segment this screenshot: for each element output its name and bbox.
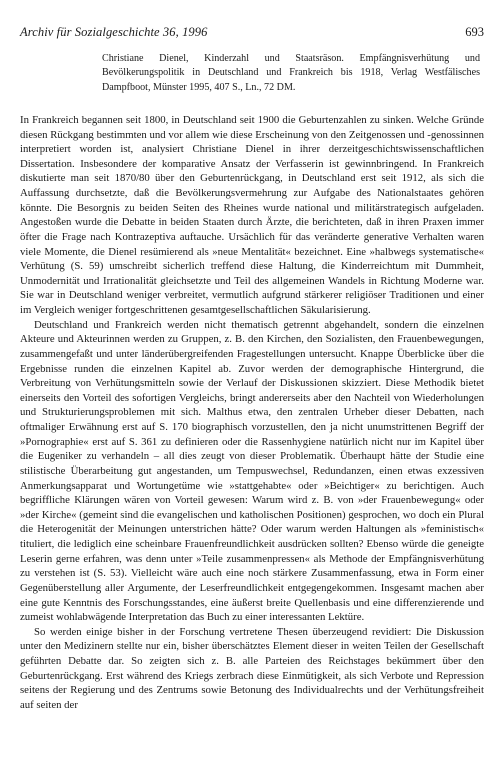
paragraph-1: In Frankreich begannen seit 1800, in Deutschland seit 1900 die Geburtenzahlen zu sinken. Welche Gründe diesen Rückgang bestimmten und vor allem wie diese Erscheinung von den Zeitgenossen und -genossinnen interpretiert worden ist, analysiert Christiane Dienel in ihrer derzeitgeschichtswissenschaftlichen Dissertation. Insbesondere der komparative Ansatz der Verfasserin ist gewinnbringend. In Frankreich diskutierte man seit 1870/80 über den Geburtenrückgang, in Deutschland erst seit 1912, als sich die Auffassung durchsetzte, daß die Bevölkerungsvermehrung zur Aufgabe des Nationalstaates gehören könnte. Die Besorgnis zu beiden Seiten des Rheines wurde national und militärstrategisch aufgeladen. Angestoßen wurde die Debatte in beiden Staaten durch Ärzte, die berichteten, daß in ihren Praxen immer öfter die Frage nach Kontrazeptiva auftauche. Ursächlich für das veränderte generative Verhalten waren viele Momente, die Dienel resümierend als »neue Mentalität« bezeichnet. Eine »halbwegs systematische« Verhütung (S. 59) umschreibt sicherlich treffend diese Haltung, die Kinderreichtum mit Dummheit, Unmodernität und Irrationalität gleichsetzte und Teil des allgemeinen Wandels in Richtung Moderne war. Sie war in Deutschland weniger verbreitet, vermutlich aufgrund stärkerer religiöser Traditionen und einer im Vergleich weniger fortgeschrittenen gesamtgesellschaftlichen Säkularisierung. xyxy=(20,113,484,317)
citation-text: Christiane Dienel, Kinderzahl und Staatsräson. Empfängnisverhütung und Bevölkerungspolitik in Deutschland und Frankreich bis 1918, Verlag Westfälisches Dampfboot, Münster 1995, 407 S., Ln., 72 DM. xyxy=(102,53,480,93)
journal-page xyxy=(20,24,484,713)
page-number: 693 xyxy=(465,25,484,39)
running-header xyxy=(20,24,484,40)
review-body xyxy=(20,113,484,713)
journal-title: Archiv für Sozialgeschichte 36, 1996 xyxy=(20,25,208,39)
paragraph-2: Deutschland und Frankreich werden nicht thematisch getrennt abgehandelt, sondern die einzelnen Akteure und Akteurinnen werden zu Gruppen, z. B. den Kirchen, den Sozialisten, den Frauenbewegungen, zusammengefaßt und unter länderübergreifenden Fragestellungen untersucht. Knappe Überblicke über die Ergebnisse runden die einzelnen Kapitel ab. Zuvor werden der demographische Hintergrund, die Verbreitung von Verhütungsmitteln sowie der Verlauf der Diskussionen skizziert. Diese Methodik bietet einerseits den Vorteil des sofortigen Vergleichs, bringt andererseits aber den Nachteil von Wiederholungen und Strukturierungsproblemen mit sich. Malthus etwa, den zentralen Urheber dieser Debatten, nach oftmaliger Erwähnung erst auf S. 170 biographisch vorzustellen, den ja nicht unumstrittenen Begriff der »Pornographie« erst auf S. 361 zu definieren oder die Rassenhygiene natürlich nicht nur im Kapitel über die Eugeniker zu verhandeln – all dies zeugt von dieser Problematik. Überhaupt hätte der Studie eine stilistische Überarbeitung gut angestanden, um Tempuswechsel, Redundanzen, einen etwas exzessiven Anmerkungsapparat und Wortungetüme wie »stattgehabte« oder »Beichtiger« zu berichtigen. Auch begriffliche Klärungen wären von Vorteil gewesen: Warum wird z. B. von »der Frauenbewegung« oder »der Kirche« (gemeint sind die evangelischen und katholischen Positionen) gesprochen, wo doch ein Plural die Heterogenität der Meinungen unterstrichen hätte? Oder warum werden Haltungen als »feministisch« tituliert, die lediglich eine scheinbare Frauenfreundlichkeit ausdrücken sollten? Ebenso würde die geneigte Leserin gerne erfahren, was denn unter »Teile zusammenpressen« als Methode der Empfängnisverhütung zu verstehen ist (S. 53). Vielleicht wäre auch eine noch stärkere Zusammenfassung, etwa in Form einer Gegenüberstellung aller Argumente, der Leserfreundlichkeit entgegengekommen. Insgesamt machen aber eine gute Kenntnis des Forschungsstandes, eine äußerst breite Quellenbasis und eine differenzierende und zumeist wohlabwägende Interpretation das Buch zu einer interessanten Lektüre. xyxy=(20,318,484,624)
paragraph-3: So werden einige bisher in der Forschung vertretene Thesen überzeugend revidiert: Die Diskussion unter den Medizinern stellte nur ein, bisher überschätztes Element dieser in weiten Teilen der Gesellschaft geführten Debatte dar. So zeigten sich z. B. alle Parteien des Reichstages bekümmert über den Geburtenrückgang. Erst während des Kriegs zerbrach diese Einmütigkeit, als sich Verbote und Repression seitens der Regierung und des Zentrums sowie Betonung des Individualrechts und der Verhütungsfreiheit auf seiten der xyxy=(20,625,484,711)
book-citation xyxy=(102,52,480,95)
